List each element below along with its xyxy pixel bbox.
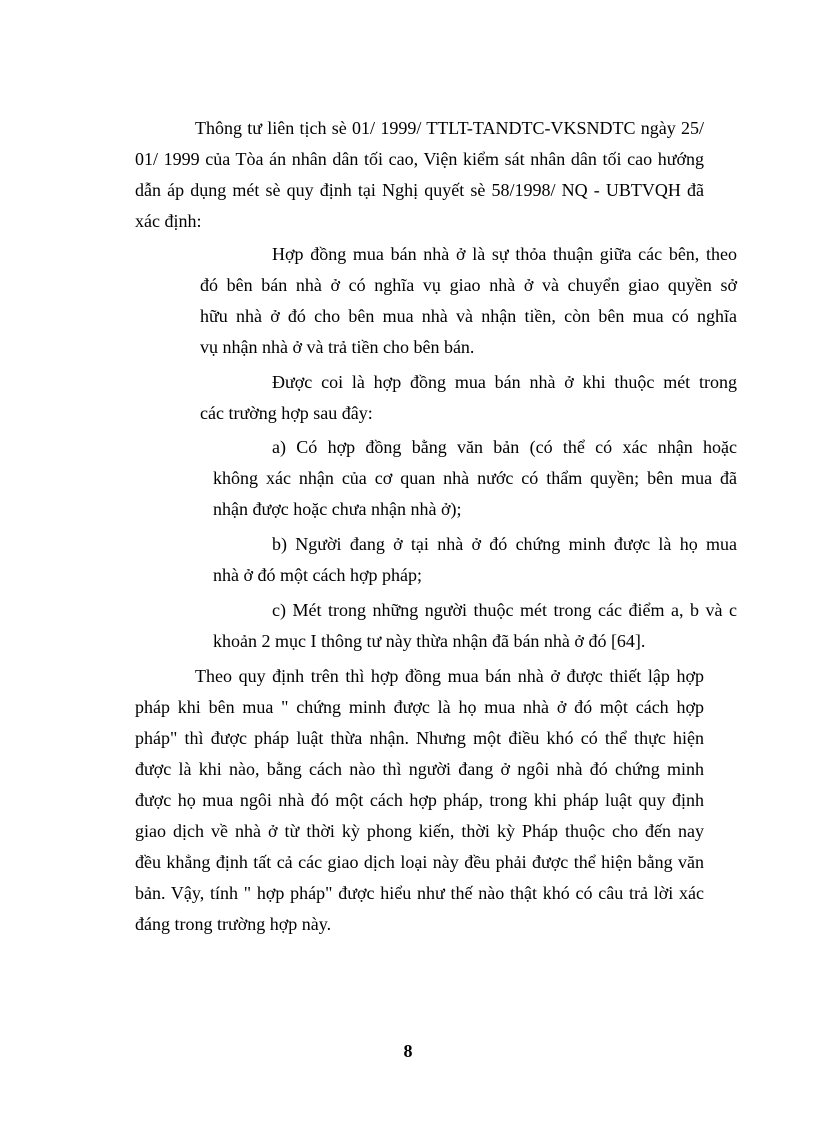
case-line: b) Người đang ở tại nhà ở đó chứng minh được là họ mua bbox=[272, 534, 737, 554]
quote-line: các trường hợp sau đây: bbox=[200, 403, 373, 423]
page-number: 8 bbox=[403, 1041, 413, 1061]
case-line: a) Có hợp đồng bằng văn bản (có thể có xác nhận hoặc bbox=[272, 437, 737, 457]
analysis-line: pháp khi bên mua " chứng minh được là họ mua nhà ở đó một cách hợp bbox=[135, 697, 704, 717]
quote-line: hữu nhà ở đó cho bên mua nhà và nhận tiền, còn bên mua có nghĩa bbox=[200, 306, 737, 326]
case-line: khoản 2 mục I thông tư này thừa nhận đã bán nhà ở đó [64]. bbox=[213, 631, 646, 651]
analysis-line: giao dịch về nhà ở từ thời kỳ phong kiến, thời kỳ Pháp thuộc cho đến nay bbox=[135, 821, 704, 841]
intro-line: Thông tư liên tịch sè 01/ 1999/ TTLT-TANDTC-VKSNDTC ngày 25/ bbox=[195, 118, 704, 138]
case-line: không xác nhận của cơ quan nhà nước có thẩm quyền; bên mua đã bbox=[213, 468, 737, 488]
intro-line: xác định: bbox=[135, 211, 202, 231]
analysis-line: bản. Vậy, tính " hợp pháp" được hiểu như thế nào thật khó có câu trả lời xác bbox=[135, 883, 704, 903]
analysis-line: được họ mua ngôi nhà đó một cách hợp pháp, trong khi pháp luật quy định bbox=[135, 790, 704, 810]
case-line: c) Mét trong những người thuộc mét trong các điểm a, b và c bbox=[272, 600, 737, 620]
case-line: nhận được hoặc chưa nhận nhà ở); bbox=[213, 499, 462, 519]
intro-line: 01/ 1999 của Tòa án nhân dân tối cao, Viện kiểm sát nhân dân tối cao hướng bbox=[135, 149, 704, 169]
analysis-line: được là khi nào, bằng cách nào thì người đang ở ngôi nhà đó chứng minh bbox=[135, 759, 704, 779]
quote-line: vụ nhận nhà ở và trả tiền cho bên bán. bbox=[200, 337, 475, 357]
intro-line: dẫn áp dụng mét sè quy định tại Nghị quyết sè 58/1998/ NQ - UBTVQH đã bbox=[135, 180, 704, 200]
quote-line: Hợp đồng mua bán nhà ở là sự thỏa thuận giữa các bên, theo bbox=[272, 244, 737, 264]
quote-line: Được coi là hợp đồng mua bán nhà ở khi thuộc mét trong bbox=[272, 372, 737, 392]
analysis-line: đều khẳng định tất cả các giao dịch loại này đều phải được thể hiện bằng văn bbox=[135, 852, 704, 872]
analysis-line: Theo quy định trên thì hợp đồng mua bán nhà ở được thiết lập hợp bbox=[195, 666, 704, 686]
analysis-line: đáng trong trường hợp này. bbox=[135, 914, 332, 934]
analysis-line: pháp" thì được pháp luật thừa nhận. Nhưng một điều khó có thể thực hiện bbox=[135, 728, 704, 748]
quote-line: đó bên bán nhà ở có nghĩa vụ giao nhà ở và chuyển giao quyền sở bbox=[200, 275, 737, 295]
case-line: nhà ở đó một cách hợp pháp; bbox=[213, 565, 422, 585]
